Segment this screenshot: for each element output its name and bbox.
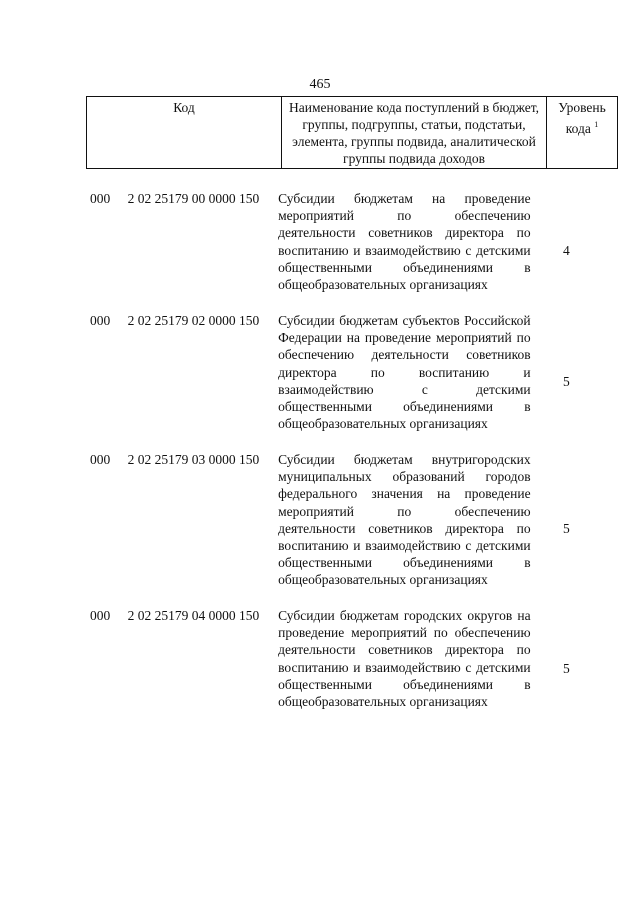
header-level-label: Уровень кода: [558, 100, 606, 136]
footnote-mark: 1: [594, 120, 599, 129]
header-row: [87, 97, 618, 169]
table-row: [86, 607, 596, 731]
admin-code: 000: [90, 191, 111, 206]
admin-code: 000: [90, 452, 111, 467]
header-level: [547, 97, 618, 169]
table-row: [86, 190, 596, 312]
header-code: Код: [87, 97, 282, 169]
table-row: [86, 312, 596, 451]
column-header-table: [86, 96, 618, 169]
revenue-code: 2 02 25179 03 0000 150: [127, 452, 260, 467]
page-number: 465: [309, 77, 331, 92]
code-level: 5: [562, 661, 570, 677]
revenue-name: Субсидии бюджетам на проведение мероприятий по обеспечению деятельности советников директора по воспитанию и взаимодействию с детскими общественными объединениями в общеобразовательных организациях: [278, 191, 531, 293]
revenue-name: Субсидии бюджетам субъектов Российской Федерации на проведение мероприятий по обеспечению деятельности советников директора по воспитанию и взаимодействию с детскими общественными объединениями в общеобразовательных организациях: [278, 313, 531, 432]
revenue-code: 2 02 25179 00 0000 150: [127, 191, 260, 206]
revenue-code-list: [86, 190, 596, 731]
revenue-name: Субсидии бюджетам внутригородских муниципальных образований городов федерального значения на проведение мероприятий по обеспечению деятельности советников директора по воспитанию и взаимодействию с детскими общественными объединениями в общеобразовательных организациях: [278, 452, 531, 588]
revenue-code: 2 02 25179 04 0000 150: [127, 608, 260, 623]
revenue-code: 2 02 25179 02 0000 150: [127, 313, 260, 328]
revenue-name: Субсидии бюджетам городских округов на проведение мероприятий по обеспечению деятельности советников директора по воспитанию и взаимодействию с детскими общественными объединениями в общеобразовательных организациях: [278, 608, 531, 710]
admin-code: 000: [90, 608, 111, 623]
header-name: Наименование кода поступлений в бюджет, группы, подгруппы, статьи, подстатьи, элемента, группы подвида, аналитической группы подвида доходов: [282, 97, 547, 169]
admin-code: 000: [90, 313, 111, 328]
code-level: 4: [562, 243, 570, 259]
code-level: 5: [562, 521, 570, 537]
table-row: [86, 451, 596, 607]
code-level: 5: [562, 373, 570, 389]
